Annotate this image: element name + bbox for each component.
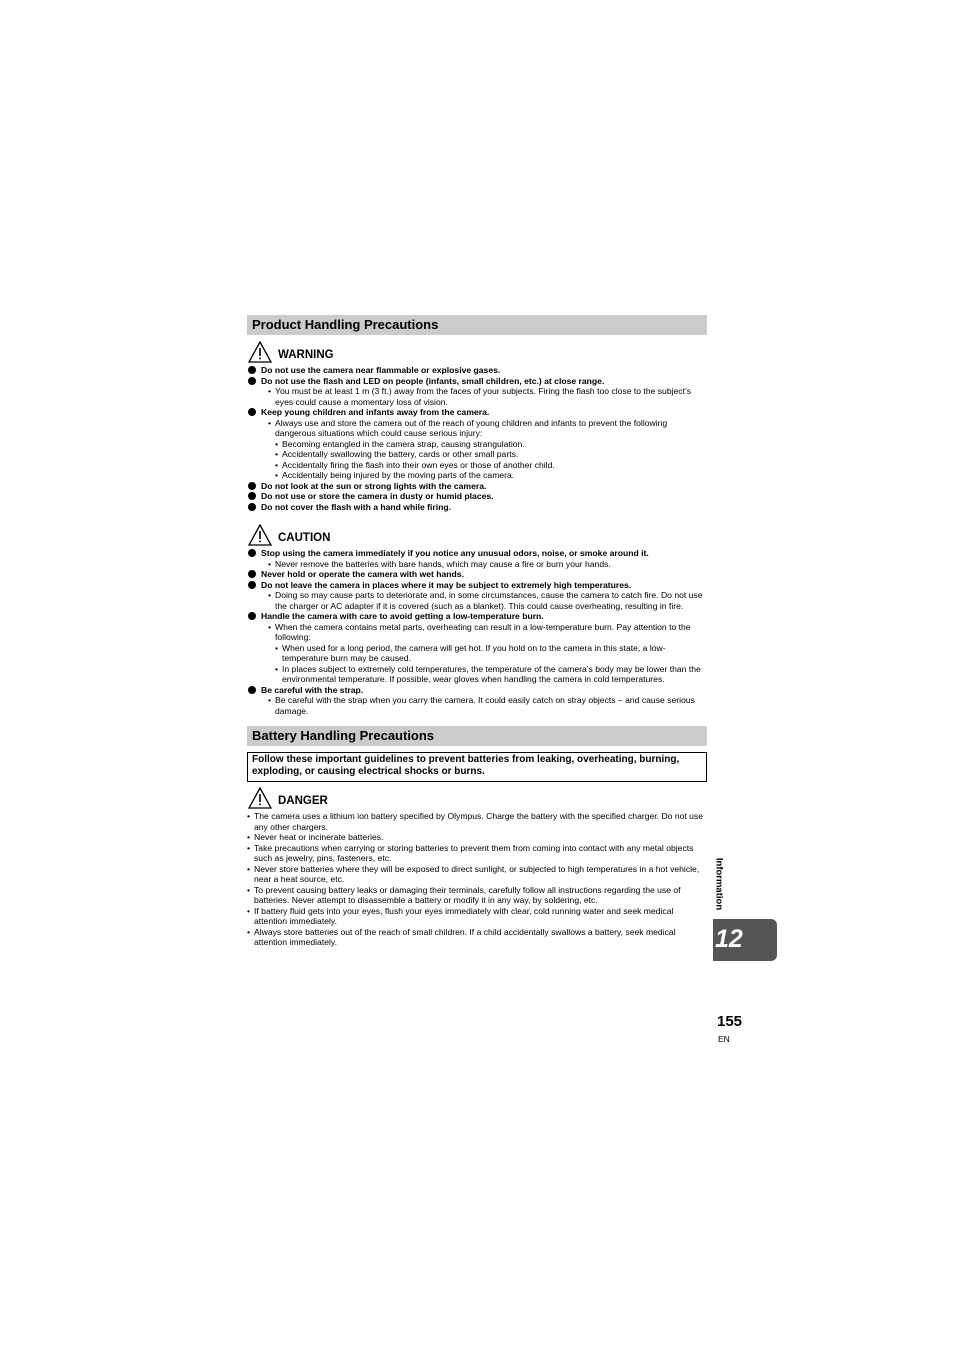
list-item: Stop using the camera immediately if you notice any unusual odors, noise, or smoke around it. • Never remove the batteries with bare hands, which may cause a fire or burn your hands. bbox=[247, 548, 707, 569]
list-item: • Never store batteries where they will be exposed to direct sunlight, or subjected to high temperatures in a hot vehicle, near a heat source, etc. bbox=[247, 864, 707, 885]
warning-triangle-icon bbox=[248, 524, 272, 546]
list-item: • The camera uses a lithium ion battery specified by Olympus. Charge the battery with the specified charger. Do not use any other chargers. bbox=[247, 811, 707, 832]
nested-sub-item: • Becoming entangled in the camera strap, causing strangulation. bbox=[275, 439, 707, 450]
caution-list bbox=[247, 548, 707, 716]
list-item: Handle the camera with care to avoid getting a low-temperature burn. • When the camera contains metal parts, overheating can result in a low-temperature burn. Pay attention to the following: • When used for a long period, the camera will get hot. If you hold on to the camera in this state, a low-temperature burn may be caused. • In places subject to extremely cold temperatures, the temperature of the camera’s body may be lower than the environmental temperature. If possible, wear gloves when handling the camera in cold temperatures. bbox=[247, 611, 707, 685]
list-item: • Take precautions when carrying or storing batteries to prevent them from coming into contact with any metal objects such as jewelry, pins, fasteners, etc. bbox=[247, 843, 707, 864]
nested-sub-item: • Accidentally being injured by the moving parts of the camera. bbox=[275, 470, 707, 481]
sub-list bbox=[261, 559, 707, 570]
danger-heading bbox=[247, 787, 707, 809]
sub-list bbox=[261, 386, 707, 407]
list-item: • To prevent causing battery leaks or damaging their terminals, carefully follow all instructions regarding the use of batteries. Never attempt to disassemble a battery or modify it in any way, by soldering, etc. bbox=[247, 885, 707, 906]
warning-label: WARNING bbox=[278, 349, 334, 361]
list-item: Do not leave the camera in places where it may be subject to extremely high temperatures. • Doing so may cause parts to deteriorate and, in some circumstances, cause the camera to catch fire. Do not use the charger or AC adapter if it is covered (such as a blanket). This could cause overheating, resulting in fire. bbox=[247, 580, 707, 612]
sub-list bbox=[261, 590, 707, 611]
list-item: • Always store batteries out of the reach of small children. If a child accidentally swallows a battery, seek medical attention immediately. bbox=[247, 927, 707, 948]
sub-list bbox=[261, 418, 707, 481]
sub-list bbox=[261, 622, 707, 685]
sub-item: • Never remove the batteries with bare hands, which may cause a fire or burn your hands. bbox=[268, 559, 707, 570]
danger-label: DANGER bbox=[278, 795, 328, 807]
caution-label: CAUTION bbox=[278, 532, 331, 544]
warning-heading bbox=[247, 341, 707, 363]
nested-sub-item: • In places subject to extremely cold temperatures, the temperature of the camera’s body may be lower than the environmental temperature. If possible, wear gloves when handling the camera in cold temperatures. bbox=[275, 664, 707, 685]
list-item: Do not look at the sun or strong lights with the camera. bbox=[247, 481, 707, 492]
list-item: Be careful with the strap. • Be careful with the strap when you carry the camera. It could easily catch on stray objects – and cause serious damage. bbox=[247, 685, 707, 717]
list-item: Do not use the camera near flammable or explosive gases. bbox=[247, 365, 707, 376]
caution-heading bbox=[247, 524, 707, 546]
danger-list bbox=[247, 811, 707, 948]
sub-list bbox=[261, 695, 707, 716]
list-item: Never hold or operate the camera with wet hands. bbox=[247, 569, 707, 580]
product-handling-title: Product Handling Precautions bbox=[247, 315, 707, 335]
nested-sub-list bbox=[275, 439, 707, 481]
battery-handling-title: Battery Handling Precautions bbox=[247, 726, 707, 746]
page-number: 155 bbox=[717, 1013, 743, 1030]
sub-item: • Always use and store the camera out of the reach of young children and infants to prevent the following dangerous situations which could cause serious injury: • Becoming entangled in the camera strap, causing strangulation. • Accidentally swallowing the battery, cards or other small parts. • Accidentally firing the flash into their own eyes or those of another child. • Accidentally being injured by the moving parts of the camera. bbox=[268, 418, 707, 481]
language-code: EN bbox=[718, 1034, 730, 1044]
sub-item: • When the camera contains metal parts, overheating can result in a low-temperature burn. Pay attention to the following: • When used for a long period, the camera will get hot. If you hold on to the camera in this state, a low-temperature burn may be caused. • In places subject to extremely cold temperatures, the temperature of the camera’s body may be lower than the environmental temperature. If possible, wear gloves when handling the camera in cold temperatures. bbox=[268, 622, 707, 685]
list-item: Do not cover the flash with a hand while firing. bbox=[247, 502, 707, 513]
warning-list bbox=[247, 365, 707, 512]
chapter-number: 12 bbox=[715, 925, 743, 953]
list-item: Do not use the flash and LED on people (infants, small children, etc.) at close range. • You must be at least 1 m (3 ft.) away from the faces of your subjects. Firing the flash too close to the subject’s eyes could cause a momentary loss of vision. bbox=[247, 376, 707, 408]
sub-item: • Be careful with the strap when you carry the camera. It could easily catch on stray objects – and cause serious damage. bbox=[268, 695, 707, 716]
list-item: • If battery fluid gets into your eyes, flush your eyes immediately with clear, cold running water and seek medical attention immediately. bbox=[247, 906, 707, 927]
warning-triangle-icon bbox=[248, 341, 272, 363]
battery-notice-box: Follow these important guidelines to prevent batteries from leaking, overheating, burning, exploding, or causing electrical shocks or burns. bbox=[247, 752, 707, 782]
nested-sub-item: • Accidentally firing the flash into their own eyes or those of another child. bbox=[275, 460, 707, 471]
list-item: Keep young children and infants away from the camera. • Always use and store the camera out of the reach of young children and infants to prevent the following dangerous situations which could cause serious injury: • Becoming entangled in the camera strap, causing strangulation. • Accidentally swallowing the battery, cards or other small parts. • Accidentally firing the flash into their own eyes or those of another child. • Accidentally being injured by the moving parts of the camera. bbox=[247, 407, 707, 481]
chapter-tab bbox=[713, 919, 777, 961]
nested-sub-list bbox=[275, 643, 707, 685]
side-section-label: Information bbox=[713, 857, 725, 911]
nested-sub-item: • Accidentally swallowing the battery, cards or other small parts. bbox=[275, 449, 707, 460]
list-item: • Never heat or incinerate batteries. bbox=[247, 832, 707, 843]
sub-item: • You must be at least 1 m (3 ft.) away from the faces of your subjects. Firing the flash too close to the subject’s eyes could cause a momentary loss of vision. bbox=[268, 386, 707, 407]
list-item: Do not use or store the camera in dusty or humid places. bbox=[247, 491, 707, 502]
warning-triangle-icon bbox=[248, 787, 272, 809]
page-content bbox=[247, 315, 707, 948]
nested-sub-item: • When used for a long period, the camera will get hot. If you hold on to the camera in this state, a low-temperature burn may be caused. bbox=[275, 643, 707, 664]
sub-item: • Doing so may cause parts to deteriorate and, in some circumstances, cause the camera to catch fire. Do not use the charger or AC adapter if it is covered (such as a blanket). This could cause overheating, resulting in fire. bbox=[268, 590, 707, 611]
